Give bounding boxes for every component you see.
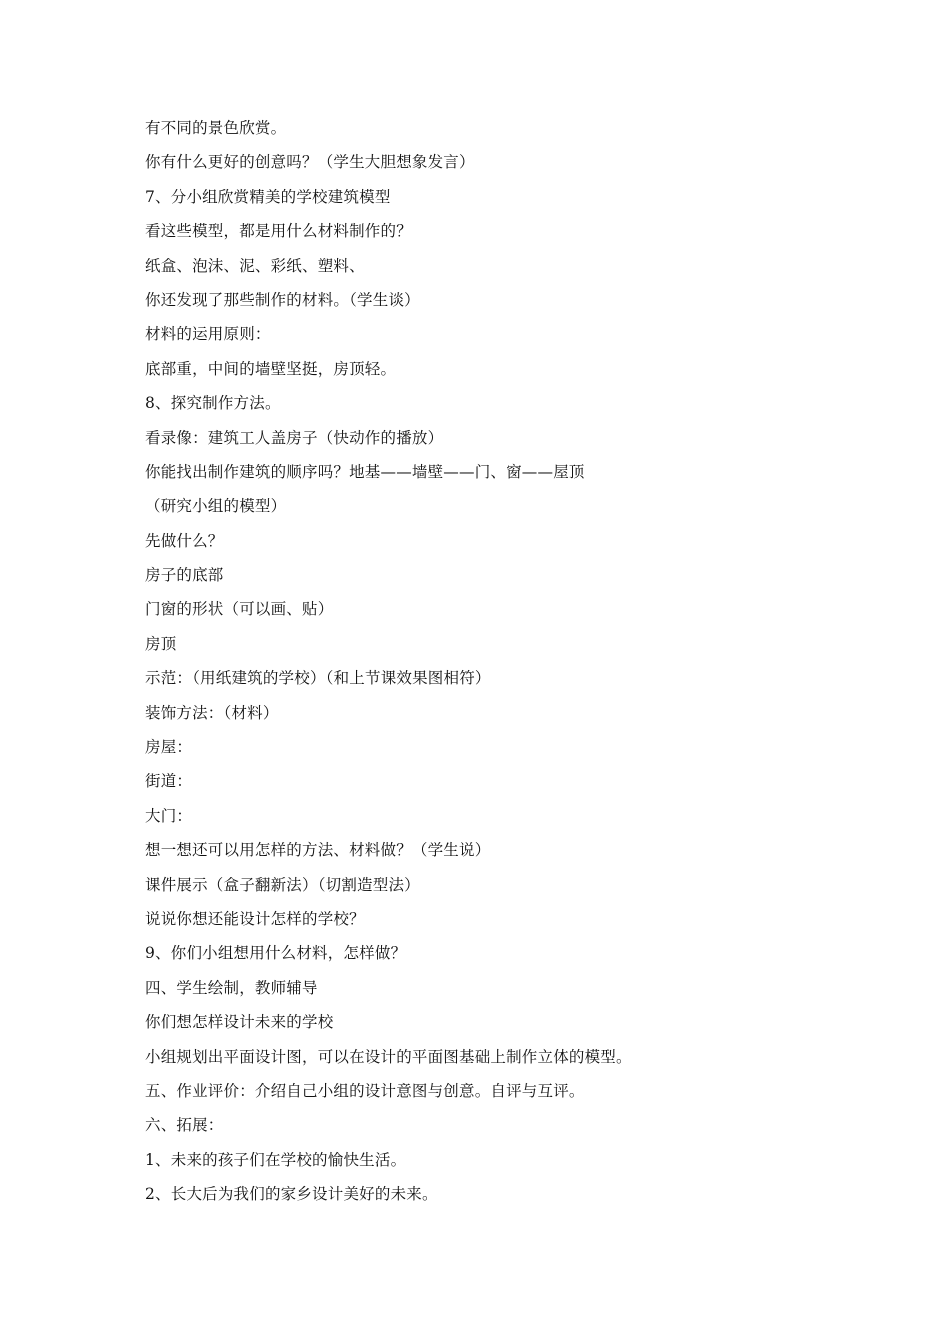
- text-line: 大门：: [145, 806, 193, 825]
- document-body: [145, 117, 865, 1218]
- text-line: 房顶: [145, 634, 177, 653]
- text-line: 1、未来的孩子们在学校的愉快生活。: [145, 1150, 407, 1169]
- text-line: 2、长大后为我们的家乡设计美好的未来。: [145, 1185, 438, 1204]
- text-line: 课件展示（盒子翻新法）（切割造型法）: [145, 875, 420, 894]
- text-line: 你能找出制作建筑的顺序吗？地基——墙壁——门、窗——屋顶: [145, 462, 585, 481]
- text-line: 看录像：建筑工人盖房子（快动作的播放）: [145, 428, 444, 447]
- text-line: 小组规划出平面设计图，可以在设计的平面图基础上制作立体的模型。: [145, 1047, 632, 1066]
- text-line: 7、分小组欣赏精美的学校建筑模型: [145, 187, 391, 206]
- text-line: 示范：（用纸建筑的学校）（和上节课效果图相符）: [145, 669, 491, 688]
- text-line: 房屋：: [145, 738, 193, 757]
- text-line: 你们想怎样设计未来的学校: [145, 1013, 334, 1032]
- text-line: 说说你想还能设计怎样的学校？: [145, 909, 365, 928]
- text-line: 五、作业评价：介绍自己小组的设计意图与创意。自评与互评。: [145, 1081, 585, 1100]
- text-line: 纸盒、泡沫、泥、彩纸、塑料、: [145, 256, 365, 275]
- text-line: 你有什么更好的创意吗？（学生大胆想象发言）: [145, 153, 475, 172]
- text-line: 六、拓展：: [145, 1116, 224, 1135]
- text-line: 先做什么？: [145, 531, 224, 550]
- text-line: 四、学生绘制，教师辅导: [145, 978, 318, 997]
- text-line: 材料的运用原则：: [145, 325, 271, 344]
- text-line: 底部重，中间的墙壁坚挺，房顶轻。: [145, 359, 397, 378]
- text-line: 你还发现了那些制作的材料。（学生谈）: [145, 290, 420, 309]
- text-line: 有不同的景色欣赏。: [145, 119, 287, 137]
- text-line: 房子的底部: [145, 566, 224, 585]
- text-line: 看这些模型，都是用什么材料制作的？: [145, 222, 412, 241]
- text-line: 门窗的形状（可以画、贴）: [145, 600, 334, 619]
- text-line: 9、你们小组想用什么材料，怎样做？: [145, 944, 407, 963]
- text-line: （研究小组的模型）: [145, 497, 287, 516]
- text-line: 8、探究制作方法。: [145, 394, 281, 413]
- text-line: 想一想还可以用怎样的方法、材料做？（学生说）: [145, 841, 491, 860]
- text-line: 装饰方法：（材料）: [145, 703, 279, 722]
- text-line: 街道：: [145, 772, 193, 791]
